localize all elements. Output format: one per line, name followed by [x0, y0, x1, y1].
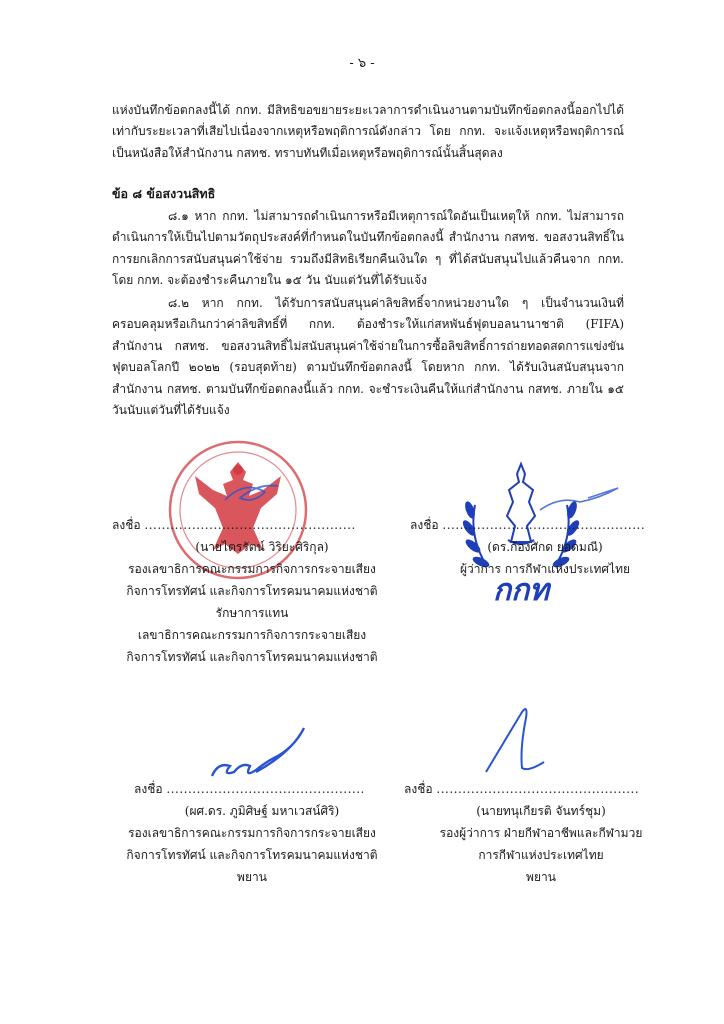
seal-logo-text: กกท [492, 573, 550, 608]
clause-heading: ข้อ ๘ ข้อสงวนสิทธิ [112, 186, 216, 201]
sign-label: ลงชื่อ [410, 518, 439, 532]
clause-8-1: ๘.๑ หาก กกท. ไม่สามารถดำเนินการหรือมีเหตุการณ์ใดอันเป็นเหตุให้ กกท. ไม่สามารถดำเนินการให้เป็นไปตามวัตถุประสงค์ที่กำหนดในบันทึกข้อตกลงนี้ สำนักงาน กสทช. ขอสงวนสิทธิ์ในการยกเลิกการสนับสนุนค่าใช้จ่าย รวมถึงมีสิทธิเรียกคืนเงินใด ๆ ที่ได้สนับสนุนไปแล้วคืนจาก กกท. โดย กกท. จะต้องชำระคืนภายใน ๑๕ วัน นับแต่วันที่ได้รับแจ้ง [112, 209, 624, 288]
signatory-role-5: กิจการโทรทัศน์ และกิจการโทรคมนาคมแห่งชาติ [126, 650, 378, 664]
signature-3-icon [212, 728, 304, 776]
clause-8-2: ๘.๒ หาก กกท. ได้รับการสนับสนุนค่าลิขสิทธิ์จากหน่วยงานใด ๆ เป็นจำนวนเงินที่ครอบคลุมหรือเกินกว่าค่าลิขสิทธิ์ที่ กกท. ต้องชำระให้แก่สหพันธ์ฟุตบอลนานาชาติ (FIFA) สำนักงาน กสทช. ขอสงวนสิทธิ์ไม่สนับสนุนค่าใช้จ่ายในการซื้อลิขสิทธิ์การถ่ายทอดสดการแข่งขันฟุตบอลโลกปี ๒๐๒๒ (รอบสุดท้าย) ตามบันทึกข้อตกลงนี้ โดยหาก กกท. ได้รับเงินสนับสนุนจากสำนักงาน กสทช. ตามบันทึกข้อตกลงนี้แล้ว กกท. จะชำระเงินคืนให้แก่สำนักงาน กสทช. ภายใน ๑๕ วันนับแต่วันที่ได้รับแจ้ง [112, 296, 624, 418]
signature-4-icon [486, 709, 544, 772]
signatory-role-2: การกีฬาแห่งประเทศไทย [478, 848, 604, 862]
signatory-role-4: เลขาธิการคณะกรรมการกิจการกระจายเสียง [137, 628, 367, 642]
signature-block-1: ลงชื่อ ................................................. (นายไตรรัตน์ วิริยะศิริกุล) รองเลขาธิการคณะกรรมการกิจการกระจายเสียง กิจการโทรทัศน์ และกิจการโทรคมนาคมแห่งชาติ รักษาการแทน เลขาธิการคณะกรรมการกิจการกระจายเสียง กิจการโทรทัศน์ และกิจการโทรคมนาคมแห่งชาติ [112, 514, 392, 668]
signatory-role-1: รองเลขาธิการคณะกรรมการกิจการกระจายเสียง [128, 826, 376, 840]
signatory-name: (ดร.ก้องศักด ยอดมณี) [487, 540, 603, 554]
signatory-name: (นายทนุเกียรติ จันทร์ชุม) [476, 804, 606, 818]
signatory-name: (ผศ.ดร. ภูมิศิษฐ์ มหาเวสน์ศิริ) [184, 804, 340, 818]
sign-label: ลงชื่อ [134, 782, 163, 796]
signature-block-4: ลงชื่อ ............................................... (นายทนุเกียรติ จันทร์ชุม) รองผู้ว่าการ ฝ่ายกีฬาอาชีพและกีฬามวย การกีฬาแห่งประเทศไทย พยาน [404, 778, 652, 888]
signatory-role-1: รองผู้ว่าการ ฝ่ายกีฬาอาชีพและกีฬามวย [439, 826, 643, 840]
signatory-role-1: รองเลขาธิการคณะกรรมการกิจการกระจายเสียง [128, 562, 376, 576]
signature-block-2: ลงชื่อ ............................................... (ดร.ก้องศักด ยอดมณี) ผู้ว่าการ การกีฬาแห่งประเทศไทย [410, 514, 650, 580]
signatory-role-3: พยาน [237, 870, 267, 884]
signatory-name: (นายไตรรัตน์ วิริยะศิริกุล) [195, 540, 329, 554]
page-number: - ๖ - [349, 56, 375, 71]
sign-label: ลงชื่อ [112, 518, 141, 532]
sign-label: ลงชื่อ [404, 782, 433, 796]
signature-2-icon [540, 488, 618, 510]
signatory-role-1: ผู้ว่าการ การกีฬาแห่งประเทศไทย [459, 562, 631, 576]
signatory-role-3: รักษาการแทน [215, 606, 289, 620]
signatory-role-2: กิจการโทรทัศน์ และกิจการโทรคมนาคมแห่งชาติ [126, 848, 378, 862]
signatory-role-3: พยาน [526, 870, 556, 884]
signatory-role-2: กิจการโทรทัศน์ และกิจการโทรคมนาคมแห่งชาติ [126, 584, 378, 598]
paragraph-continuation: แห่งบันทึกข้อตกลงนี้ได้ กกท. มีสิทธิขอขยายระยะเวลาการดำเนินงานตามบันทึกข้อตกลงนี้ออกไปได้เท่ากับระยะเวลาที่เสียไปเนื่องจากเหตุหรือพฤติการณ์ดังกล่าว โดย กกท. จะแจ้งเหตุหรือพฤติการณ์เป็นหนังสือให้สำนักงาน กสทช. ทราบทันทีเมื่อเหตุหรือพฤติการณ์นั้นสิ้นสุดลง [112, 103, 624, 160]
signature-block-3: ลงชื่อ .............................................. (ผศ.ดร. ภูมิศิษฐ์ มหาเวสน์ศิริ) รองเลขาธิการคณะกรรมการกิจการกระจายเสียง กิจการโทรทัศน์ และกิจการโทรคมนาคมแห่งชาติ พยาน [112, 778, 392, 888]
